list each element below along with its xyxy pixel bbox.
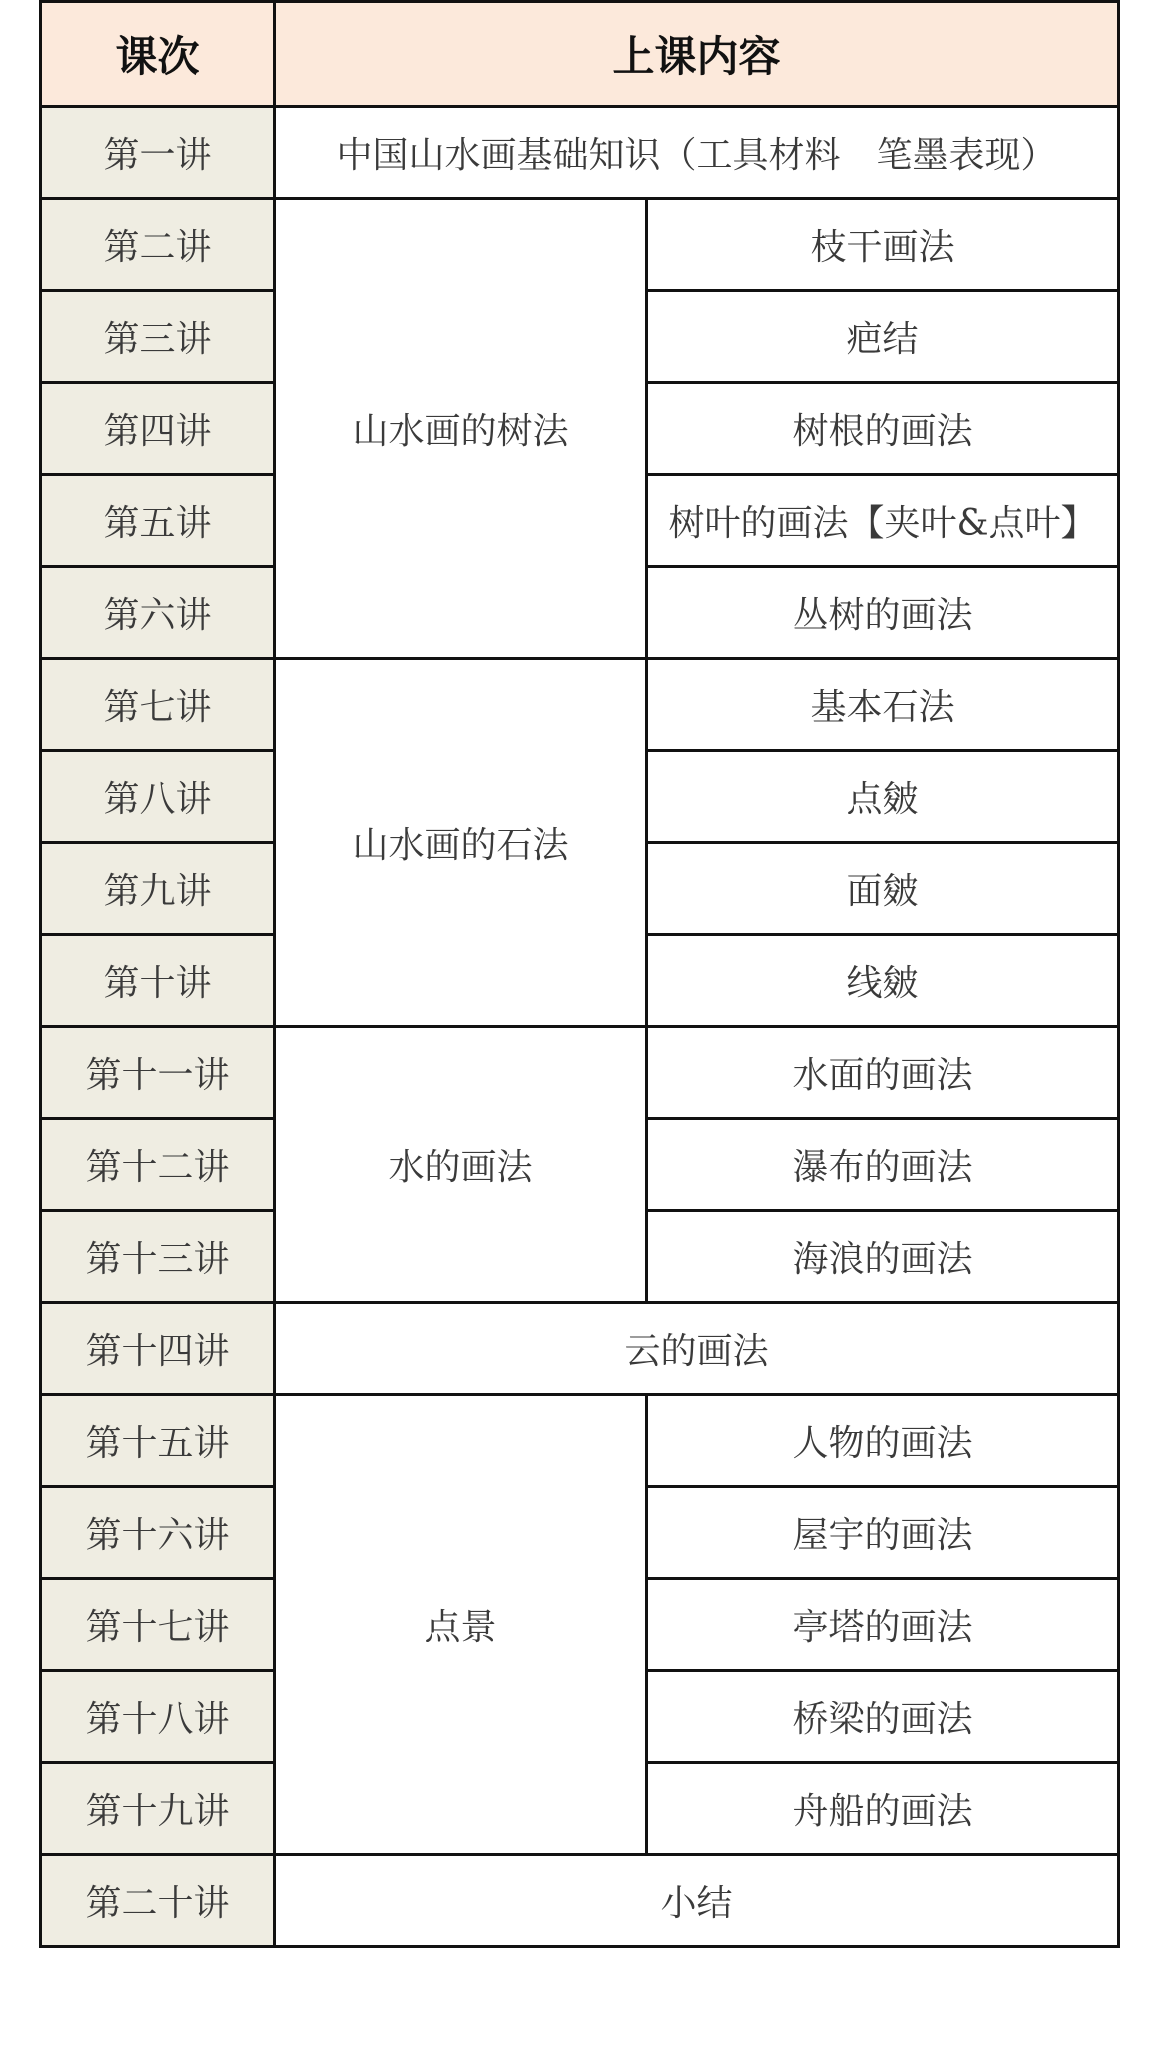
topic: 树根的画法 xyxy=(647,383,1119,475)
group-water: 水的画法 xyxy=(275,1027,647,1303)
group-trees: 山水画的树法 xyxy=(275,199,647,659)
table-row xyxy=(41,1395,1119,1487)
lesson-clouds: 云的画法 xyxy=(275,1303,1119,1395)
lesson-number: 第六讲 xyxy=(41,567,275,659)
topic: 屋宇的画法 xyxy=(647,1487,1119,1579)
lesson-number: 第三讲 xyxy=(41,291,275,383)
topic: 瀑布的画法 xyxy=(647,1119,1119,1211)
lesson-number: 第十八讲 xyxy=(41,1671,275,1763)
table-header-row xyxy=(41,2,1119,107)
lesson-number: 第一讲 xyxy=(41,107,275,199)
topic: 丛树的画法 xyxy=(647,567,1119,659)
lesson-intro: 中国山水画基础知识（工具材料 笔墨表现） xyxy=(275,107,1119,199)
table-row xyxy=(41,659,1119,751)
lesson-number: 第二讲 xyxy=(41,199,275,291)
lesson-number: 第十七讲 xyxy=(41,1579,275,1671)
lesson-number: 第十六讲 xyxy=(41,1487,275,1579)
lesson-number: 第二十讲 xyxy=(41,1855,275,1947)
group-scenery: 点景 xyxy=(275,1395,647,1855)
header-lesson: 课次 xyxy=(41,2,275,107)
topic: 疤结 xyxy=(647,291,1119,383)
topic: 树叶的画法【夹叶&点叶】 xyxy=(647,475,1119,567)
topic: 基本石法 xyxy=(647,659,1119,751)
table-row xyxy=(41,199,1119,291)
topic: 水面的画法 xyxy=(647,1027,1119,1119)
lesson-summary: 小结 xyxy=(275,1855,1119,1947)
lesson-number: 第十讲 xyxy=(41,935,275,1027)
lesson-number: 第十五讲 xyxy=(41,1395,275,1487)
topic: 亭塔的画法 xyxy=(647,1579,1119,1671)
topic: 舟船的画法 xyxy=(647,1763,1119,1855)
topic: 点皴 xyxy=(647,751,1119,843)
lesson-number: 第四讲 xyxy=(41,383,275,475)
topic: 枝干画法 xyxy=(647,199,1119,291)
lesson-number: 第八讲 xyxy=(41,751,275,843)
topic: 海浪的画法 xyxy=(647,1211,1119,1303)
table-row xyxy=(41,1027,1119,1119)
course-schedule-table xyxy=(39,0,1120,1948)
lesson-number: 第十二讲 xyxy=(41,1119,275,1211)
lesson-number: 第七讲 xyxy=(41,659,275,751)
table-row xyxy=(41,1855,1119,1947)
lesson-number: 第十九讲 xyxy=(41,1763,275,1855)
header-content: 上课内容 xyxy=(275,2,1119,107)
lesson-number: 第九讲 xyxy=(41,843,275,935)
lesson-number: 第五讲 xyxy=(41,475,275,567)
topic: 桥梁的画法 xyxy=(647,1671,1119,1763)
table-row xyxy=(41,1303,1119,1395)
topic: 线皴 xyxy=(647,935,1119,1027)
group-rocks: 山水画的石法 xyxy=(275,659,647,1027)
topic: 人物的画法 xyxy=(647,1395,1119,1487)
lesson-number: 第十三讲 xyxy=(41,1211,275,1303)
lesson-number: 第十一讲 xyxy=(41,1027,275,1119)
topic: 面皴 xyxy=(647,843,1119,935)
table-row xyxy=(41,107,1119,199)
lesson-number: 第十四讲 xyxy=(41,1303,275,1395)
